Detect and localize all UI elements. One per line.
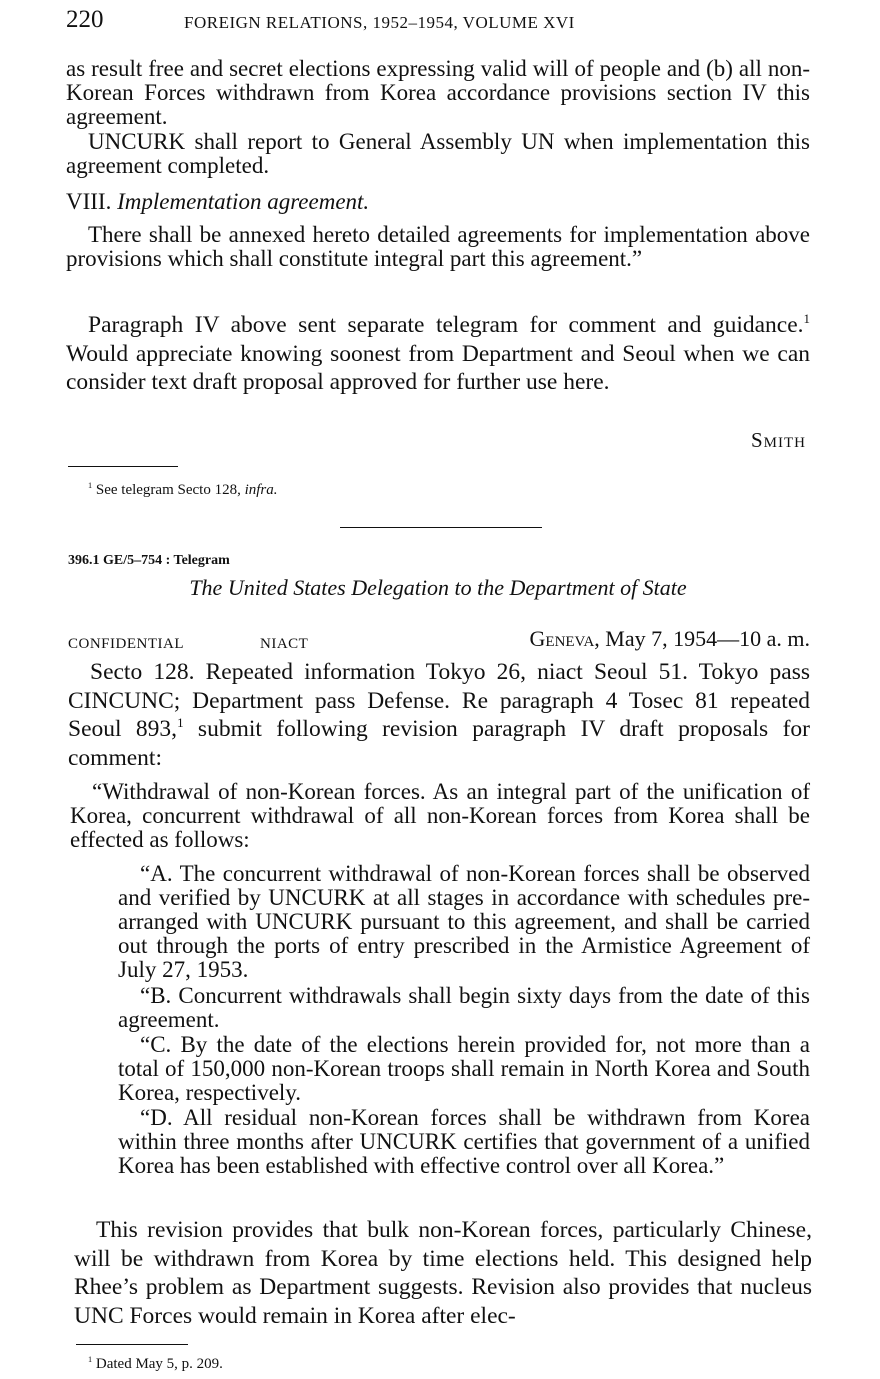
classification: CONFIDENTIAL <box>68 636 184 652</box>
dateline-row <box>68 626 810 655</box>
footnote <box>88 1352 688 1376</box>
footnote-rule <box>68 466 178 467</box>
signature: Smith <box>750 428 806 452</box>
quoted-item-a: “A. The concurrent withdrawal of non-Korean forces shall be observed and verified by UNCURK at all stages in accordance with schedules pre-arranged with UNCURK pursuant to this agreement, and shall be carried out through the ports of entry prescribed in the Armistice Agreement of July 27, 1953. <box>118 861 810 982</box>
running-head: FOREIGN RELATIONS, 1952–1954, VOLUME XVI <box>184 13 575 32</box>
footnote <box>88 478 808 502</box>
footnote-marker: 1 <box>803 311 810 327</box>
section-separator <box>340 527 542 528</box>
body-paragraph: as result free and secret elections expressing valid will of people and (b) all non-Korean Forces withdrawn from Korea accordance provisions section IV this agreement. <box>66 56 810 129</box>
footnote-text: Dated May 5, p. 209. <box>92 1356 223 1372</box>
body-paragraph: There shall be annexed hereto detailed agreements for implementation above provisions which shall constitute integral part this agreement.” <box>66 222 810 271</box>
text-run: submit following revision paragraph IV draft proposals for comment: <box>68 716 810 771</box>
date-time: , May 7, 1954—10 a. m. <box>594 626 810 651</box>
place: Geneva <box>529 626 595 651</box>
body-paragraph: UNCURK shall report to General Assembly UN when implementation this agreement completed. <box>66 129 810 178</box>
priority: NIACT <box>260 636 309 652</box>
text-run: Paragraph IV above sent separate telegram for comment and guidance. <box>88 312 804 338</box>
quoted-item-d: “D. All residual non-Korean forces shall be withdrawn from Korea within three months after UNCURK certifies that government of a unified Korea has been established with effective control over all Korea.” <box>118 1105 810 1178</box>
quoted-item-c: “C. By the date of the elections herein provided for, not more than a total of 150,000 non-Korean troops shall remain in North Korea and South Korea, respectively. <box>118 1032 810 1105</box>
text-run: Secto 128. Repeated information Tokyo 26, niact Seoul 51. Tokyo pass CINCUNC; Department pass Defense. Re paragraph 4 Tosec 81 repeated Seoul 893, <box>68 659 810 742</box>
body-paragraph: This revision provides that bulk non-Korean forces, particularly Chinese, will be withdrawn from Korea by time elections held. This designed help Rhee’s problem as Department suggests. Revision also provides that nucleus UNC Forces would remain in Korea after elec- <box>74 1217 812 1329</box>
footnote-text: See telegram Secto 128, <box>92 482 245 498</box>
quoted-paragraph: “Withdrawal of non-Korean forces. As an integral part of the unification of Korea, concurrent withdrawal of all non-Korean forces from Korea shall be effected as follows: <box>70 779 810 852</box>
section-title: Implementation agreement. <box>117 189 370 214</box>
body-paragraph <box>66 311 810 397</box>
document-title: The United States Delegation to the Department of State <box>189 575 687 600</box>
footnote-reference: infra. <box>244 482 278 498</box>
footnote-rule <box>76 1344 188 1345</box>
footnote-number: 1 <box>88 1355 93 1364</box>
text-run: Would appreciate knowing soonest from Department and Seoul when we can consider text draft proposal approved for further use here. <box>66 340 810 395</box>
page-header <box>66 6 810 36</box>
dateline <box>530 627 810 651</box>
section-number: VIII. <box>66 189 118 214</box>
page-number: 220 <box>66 6 104 33</box>
footnote-number: 1 <box>88 481 93 490</box>
body-paragraph <box>68 658 810 772</box>
file-reference: 396.1 GE/5–754 : Telegram <box>68 553 230 568</box>
section-heading <box>66 190 810 214</box>
quoted-item-b: “B. Concurrent withdrawals shall begin sixty days from the date of this agreement. <box>118 983 810 1032</box>
footnote-marker: 1 <box>177 715 184 731</box>
